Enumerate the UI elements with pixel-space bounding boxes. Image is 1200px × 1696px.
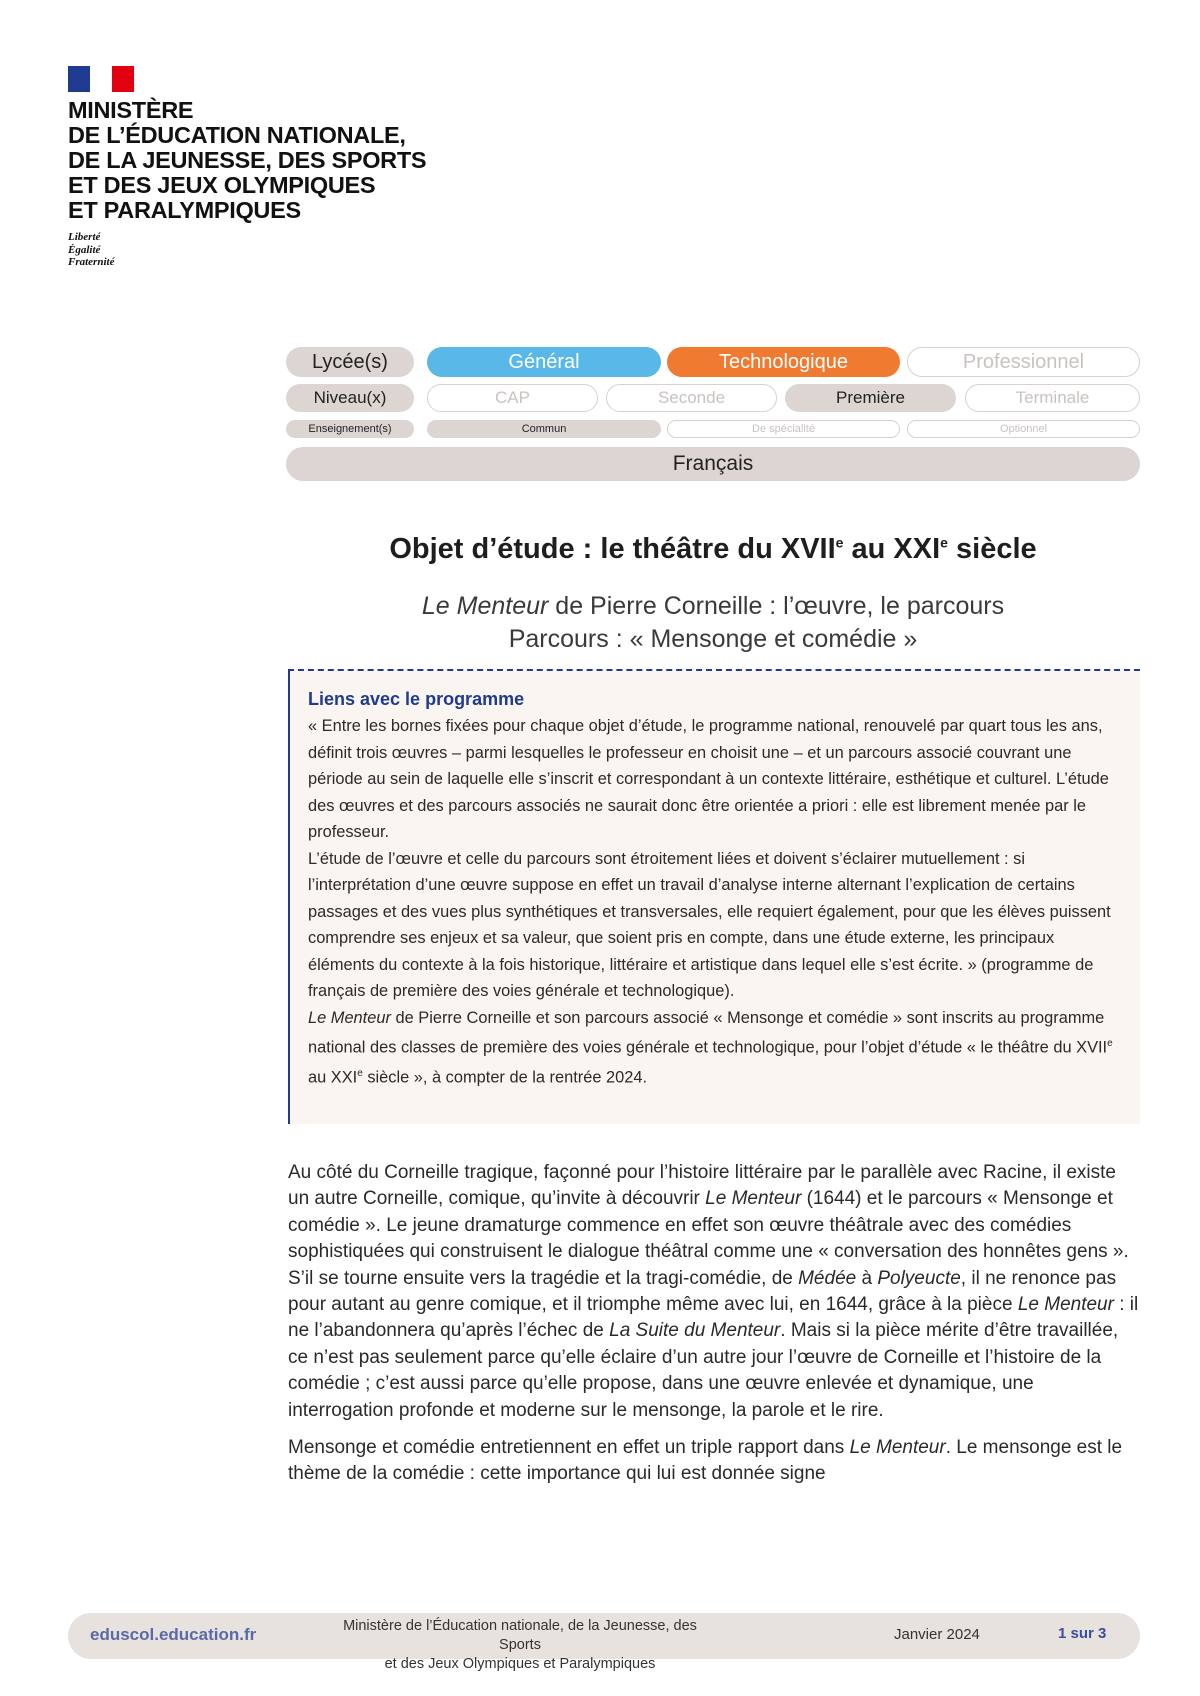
- footer: [68, 1613, 1140, 1672]
- lycee-label: Lycée(s): [286, 347, 414, 377]
- footer-date: Janvier 2024: [894, 1626, 980, 1643]
- ministry-logo: [68, 66, 488, 269]
- body-text: [288, 1160, 1140, 1499]
- body-paragraph: Mensonge et comédie entretiennent en effet un triple rapport dans Le Menteur. Le mensonge est le thème de la comédie : cette importance qui lui est donnée signe: [288, 1437, 1123, 1485]
- tag-commun: Commun: [427, 420, 661, 438]
- programme-heading: Liens avec le programme: [308, 689, 525, 709]
- tag-premiere: Première: [785, 384, 956, 412]
- tag-general: Général: [427, 347, 661, 377]
- programme-note: Le Menteur de Pierre Corneille et son parcours associé « Mensonge et comédie » sont inscrits au programme national des classes de première des voies générale et technologique, pour l’objet d’étude « le théâtre du XVIIe au XXIe siècle », à compter de la rentrée 2024.: [308, 1008, 1113, 1087]
- footer-site-link[interactable]: eduscol.education.fr: [90, 1625, 257, 1644]
- marianne-flag-icon: [68, 66, 134, 92]
- enseignement-label: Enseignement(s): [286, 420, 414, 438]
- page-subtitle: Le Menteur de Pierre Corneille : l’œuvre, le parcours Parcours : « Mensonge et comédie »: [421, 592, 1005, 653]
- programme-quote-1: « Entre les bornes fixées pour chaque objet d’étude, le programme national, renouvelé par quart tous les ans, définit trois œuvres – parmi lesquelles le professeur en choisit une – et un parcours associé couvrant une période au sein de laquelle elle s’inscrit et correspondant à un contexte littéraire, esthétique et culturel. L’étude des œuvres et des parcours associés ne saurait donc être orientée a priori : elle est librement menée par le professeur.: [308, 717, 1109, 841]
- tag-cap: CAP: [427, 384, 598, 412]
- niveau-label: Niveau(x): [286, 384, 414, 412]
- programme-box: [288, 669, 1140, 1124]
- tag-specialite: De spécialité: [667, 420, 900, 438]
- tag-seconde: Seconde: [606, 384, 777, 412]
- republic-motto: Liberté Égalité Fraternité: [68, 231, 115, 268]
- footer-ministry: Ministère de l’Éducation nationale, de la Jeunesse, des Sports et des Jeux Olympiques et Paralympiques: [343, 1618, 697, 1672]
- page-title: Objet d’étude : le théâtre du XVIIe au XXIe siècle: [389, 533, 1037, 565]
- tag-optionnel: Optionnel: [907, 420, 1140, 438]
- footer-page-number: 1 sur 3: [1058, 1625, 1107, 1642]
- programme-quote-2: L’étude de l’œuvre et celle du parcours sont étroitement liées et doivent s’éclairer mutuellement : si l’interprétation d’une œuvre suppose en effet un travail d’analyse interne alternant l’explication de certains passages et des vues plus synthétiques et transversales, elle requiert également, pour que les élèves puissent comprendre ses enjeux et sa valeur, que soient pris en compte, dans une étude externe, les principaux éléments du contexte à la fois historique, littéraire et artistique dans lequel elle s’est écrite. » (programme de français de première des voies générale et technologique).: [308, 849, 1111, 1000]
- tag-technologique: Technologique: [667, 347, 900, 377]
- body-paragraph: Au côté du Corneille tragique, façonné pour l’histoire littéraire par le parallèle avec Racine, il existe un autre Corneille, comique, qu’invite à découvrir Le Menteur (1644) et le parcours « Mensonge et comédie ». Le jeune dramaturge commence en effet son œuvre théâtrale avec des comédies sophistiquées qui construisent le dialogue théâtral comme une « conversation des honnêtes gens ». S’il se tourne ensuite vers la tragédie et la tragi-comédie, de Médée à Polyeucte, il ne renonce pas pour autant au genre comique, et il triomphe même avec lui, en 1644, grâce à la pièce Le Menteur : il ne l’abandonnera qu’après l’échec de La Suite du Menteur. Mais si la pièce mérite d’être travaillée, ce n’est pas seulement parce qu’elle éclaire d’un autre jour l’œuvre de Corneille et l’histoire de la comédie ; c’est aussi parce qu’elle propose, dans une œuvre enlevée et dynamique, une interrogation profonde et moderne sur le mensonge, la parole et le rire.: [288, 1162, 1139, 1421]
- subject-bar: Français: [286, 447, 1140, 481]
- ministry-name: MINISTÈRE DE L’ÉDUCATION NATIONALE, DE LA JEUNESSE, DES SPORTS ET DES JEUX OLYMPIQUES ET PARALYMPIQUES: [68, 97, 427, 223]
- tag-professionnel: Professionnel: [907, 347, 1140, 377]
- tag-terminale: Terminale: [965, 384, 1140, 412]
